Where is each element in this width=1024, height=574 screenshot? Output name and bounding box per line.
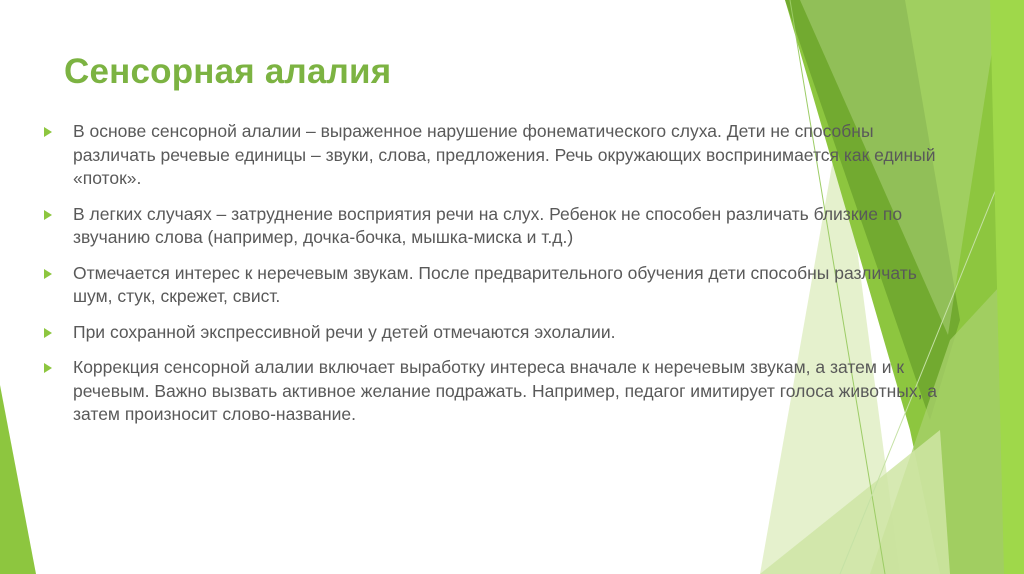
- triangle-bullet-icon: [44, 328, 52, 338]
- bullet-list: [44, 120, 949, 439]
- left-facet: [0, 385, 36, 574]
- bullet-text: Коррекция сенсорной алалии включает выработку интереса вначале к неречевым звукам, а затем и к речевым. Важно вызвать активное желание подражать. Например, педагог имитирует голоса животных, а затем произносит слово-название.: [73, 357, 938, 424]
- triangle-bullet-icon: [44, 210, 52, 220]
- triangle-bullet-icon: [44, 363, 52, 373]
- triangle-bullet-icon: [44, 127, 52, 137]
- bullet-text: В легких случаях – затруднение восприятия речи на слух. Ребенок не способен различать близкие по звучанию слова (например, дочка-бочка, мышка-миска и т.д.): [73, 203, 903, 247]
- bullet-item: [44, 262, 949, 309]
- bullet-text: При сохранной экспрессивной речи у детей отмечаются эхолалии.: [73, 321, 616, 342]
- bullet-item: [44, 120, 949, 191]
- bullet-item: [44, 321, 949, 345]
- bullet-text: В основе сенсорной алалии – выраженное нарушение фонематического слуха. Дети не способны различать речевые единицы – звуки, слова, предложения. Речь окружающих воспринимается как единый «поток».: [73, 121, 936, 188]
- slide-title: Сенсорная алалия: [64, 52, 392, 91]
- bullet-item: [44, 203, 949, 250]
- bullet-item: [44, 356, 949, 427]
- bullet-text: Отмечается интерес к неречевым звукам. После предварительного обучения дети способны различать шум, стук, скрежет, свист.: [73, 262, 917, 306]
- triangle-bullet-icon: [44, 269, 52, 279]
